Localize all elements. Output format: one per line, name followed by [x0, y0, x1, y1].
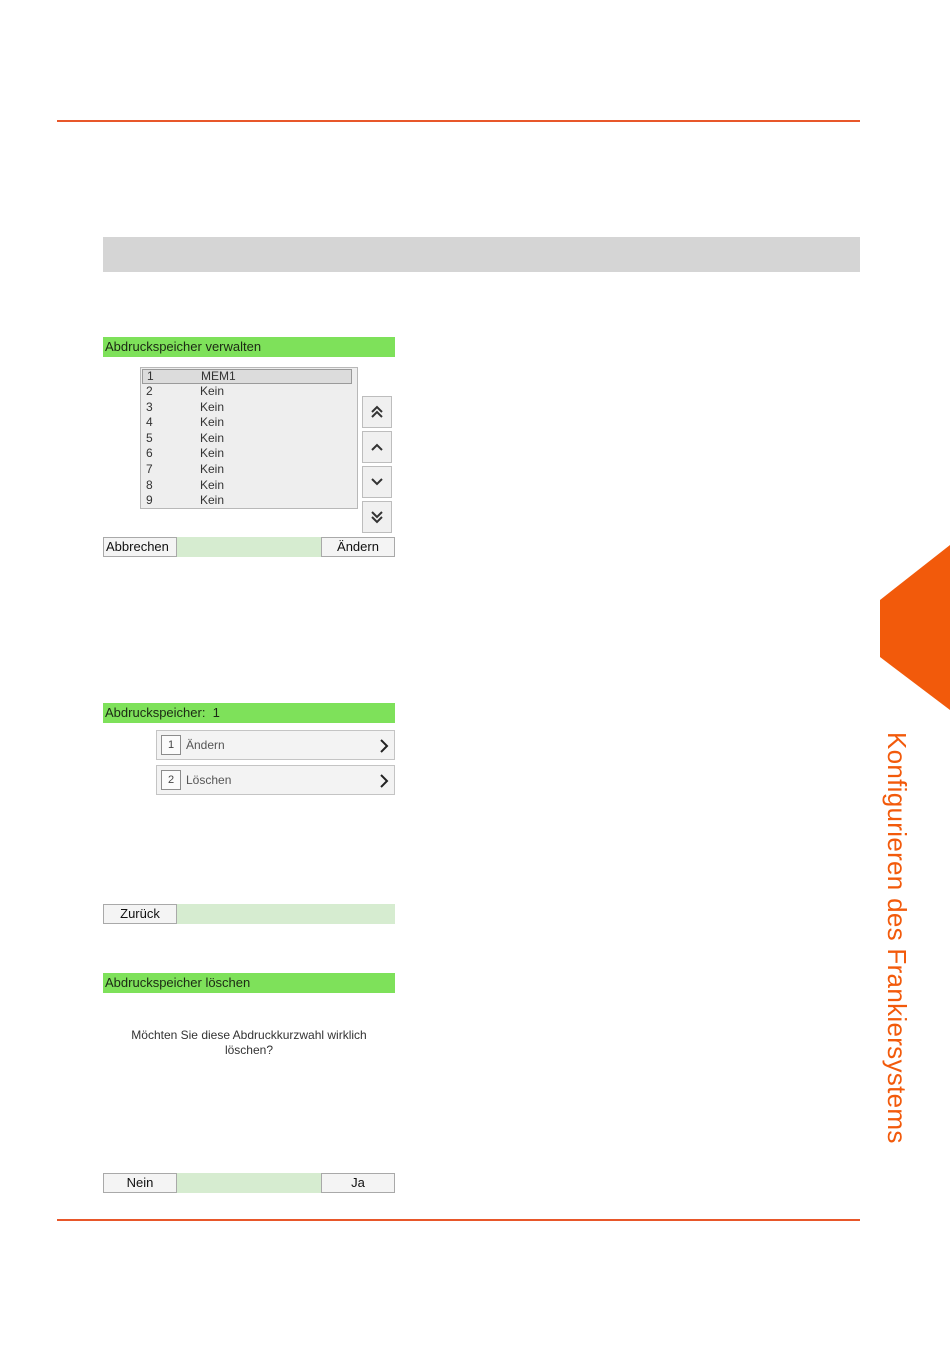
- screen-manage-memories: [103, 337, 395, 557]
- confirmation-question: Möchten Sie diese Abdruckkurzwahl wirklich löschen?: [131, 1028, 367, 1057]
- chapter-tab: [880, 545, 950, 710]
- bottom-rule: [57, 1219, 860, 1221]
- yes-button[interactable]: Ja: [321, 1173, 395, 1193]
- list-item[interactable]: 5 Kein: [146, 430, 225, 445]
- screen-memory-menu: [103, 703, 395, 924]
- list-item[interactable]: 6 Kein: [146, 446, 225, 460]
- top-rule: [57, 120, 860, 122]
- list-item[interactable]: 8 Kein: [146, 477, 225, 492]
- list-item[interactable]: 7 Kein: [146, 462, 225, 476]
- menu-item-delete[interactable]: 2 Löschen: [156, 765, 395, 795]
- softkey-bar: [103, 904, 395, 924]
- list-item[interactable]: 2 Kein: [146, 384, 225, 398]
- chevron-right-icon: [378, 773, 390, 789]
- list-item[interactable]: 9 Kein: [146, 493, 225, 507]
- no-button[interactable]: Nein: [103, 1173, 177, 1193]
- scroll-up-button[interactable]: [362, 431, 392, 463]
- chevron-right-icon: [378, 738, 390, 754]
- memory-list[interactable]: [140, 367, 358, 509]
- page-up-button[interactable]: [362, 396, 392, 428]
- softkey-bar: [103, 537, 395, 557]
- change-button[interactable]: Ändern: [321, 537, 395, 557]
- screen-title: Abdruckspeicher löschen: [103, 973, 395, 993]
- menu-item-change[interactable]: 1 Ändern: [156, 730, 395, 760]
- cancel-button[interactable]: Abbrechen: [103, 537, 177, 557]
- chapter-title: Konfigurieren des Frankiersystems: [882, 732, 912, 1144]
- screen-delete-memory: [103, 973, 395, 1193]
- list-item[interactable]: 1 MEM1: [142, 369, 352, 384]
- page-down-button[interactable]: [362, 501, 392, 533]
- double-chevron-up-icon: [370, 405, 384, 419]
- list-item[interactable]: 4 Kein: [146, 415, 225, 429]
- back-button[interactable]: Zurück: [103, 904, 177, 924]
- screen-title: Abdruckspeicher: 1: [103, 703, 395, 723]
- chevron-up-icon: [370, 440, 384, 454]
- section-header-bar: [103, 237, 860, 272]
- softkey-bar: [103, 1173, 395, 1193]
- list-item[interactable]: 3 Kein: [146, 399, 225, 414]
- double-chevron-down-icon: [370, 510, 384, 524]
- screen-title: Abdruckspeicher verwalten: [103, 337, 395, 357]
- chevron-down-icon: [370, 475, 384, 489]
- scroll-down-button[interactable]: [362, 466, 392, 498]
